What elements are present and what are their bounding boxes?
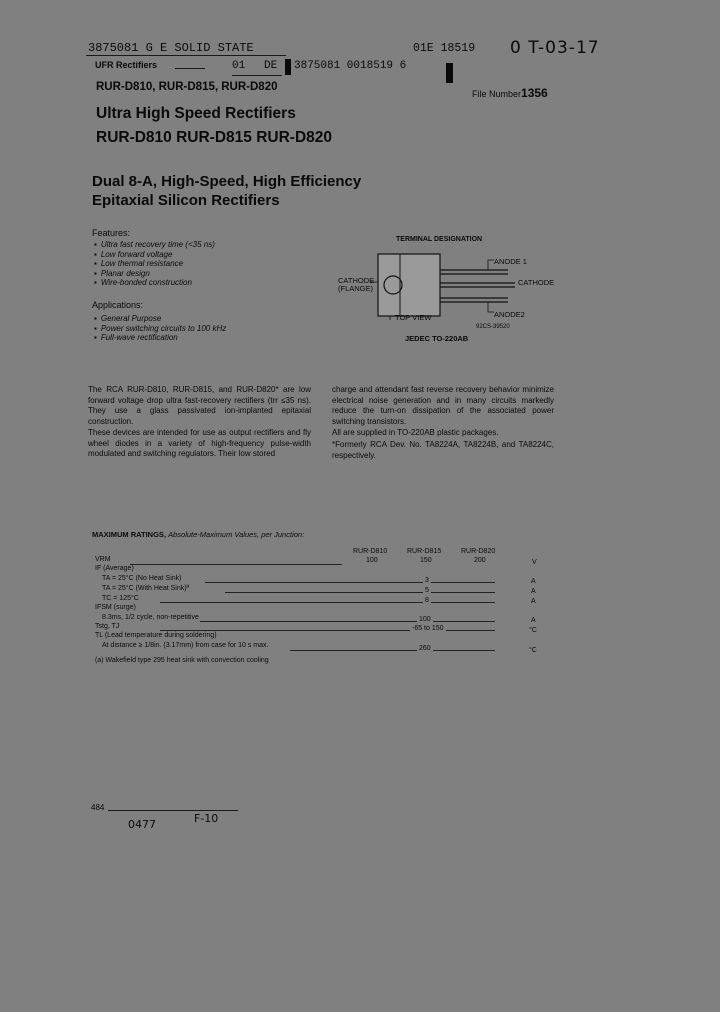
handwritten-code: 0 T-03-17	[510, 38, 600, 58]
anode1-label: ANODE 1	[494, 257, 527, 266]
footer-rule	[108, 810, 238, 811]
subtitle-line2: Epitaxial Silicon Rectifiers	[92, 192, 280, 209]
package-label: JEDEC TO-220AB	[405, 334, 469, 343]
rating-label: TC = 125°C	[102, 595, 139, 602]
rating-label: IF (Average)	[95, 565, 134, 572]
application-item: ▪ General Purpose	[94, 314, 226, 324]
desc-paragraph-3: charge and attendant fast reverse recovery behavior minimize electrical noise generation and in many circuits markedly reduce the turn-on dissipation of the associated power switching transistors.	[332, 385, 554, 426]
rating-unit: A	[531, 578, 536, 585]
rating-value: 8	[425, 597, 429, 604]
stamp-bar-2	[446, 63, 453, 83]
cathode-pin-label: CATHODE	[518, 278, 555, 287]
rating-unit: A	[531, 588, 536, 595]
file-number-value: 1356	[521, 86, 548, 100]
rating-unit: A	[531, 617, 536, 624]
rating-label: TA = 25°C (With Heat Sink)ª	[102, 585, 190, 592]
file-number	[472, 86, 548, 100]
flange-label: (FLANGE)	[338, 284, 374, 293]
ratings-heading	[92, 530, 304, 539]
rating-value: 200	[474, 557, 486, 564]
cathode-label: CATHODE	[338, 276, 375, 285]
rating-unit: °C	[529, 627, 537, 634]
rating-label: IFSM (surge)	[95, 604, 136, 611]
rating-label: VRM	[95, 556, 111, 563]
feature-item: ▪ Planar design	[94, 269, 215, 279]
feature-item: ▪ Wire-bonded construction	[94, 278, 215, 288]
features-heading: Features:	[92, 228, 131, 238]
desc-paragraph-5: *Formerly RCA Dev. No. TA8224A, TA8224B, and TA8224C, respectively.	[332, 440, 554, 460]
page-number: 484	[91, 803, 105, 812]
feature-item: ▪ Low forward voltage	[94, 250, 215, 260]
rating-label: At distance ≥ 1/8in. (3.17mm) from case for 10 s max.	[102, 642, 269, 649]
stamp-underline	[86, 55, 286, 56]
top-view-label: TOP VIEW	[395, 313, 432, 322]
title-line1: Ultra High Speed Rectifiers	[96, 105, 296, 122]
applications-heading: Applications:	[92, 300, 144, 310]
rating-unit: °C	[529, 647, 537, 654]
leader-line	[225, 592, 495, 593]
figure-code: 92CS-39520	[476, 324, 510, 330]
leader-line	[205, 582, 495, 583]
leader-line	[160, 602, 495, 603]
desc-paragraph-2: These devices are intended for use as output rectifiers and fly wheel diodes in a variety of high-frequency pulse-width modulated and switching regulators. Their low stored	[88, 428, 311, 459]
subtitle-line1: Dual 8-A, High-Speed, High Efficiency	[92, 173, 362, 190]
stamp2-left: 01	[232, 60, 246, 72]
ratings-heading-italic: Absolute-Maximum Values, per Junction:	[168, 530, 305, 539]
rating-value: 260	[419, 645, 431, 652]
rating-unit: A	[531, 598, 536, 605]
feature-item: ▪ Low thermal resistance	[94, 259, 215, 269]
handwritten-footer-2: F-10	[194, 812, 219, 825]
stamp2-number: 3875081 0018519 6	[294, 60, 407, 72]
desc-paragraph-4: All are supplied in TO-220AB plastic packages.	[332, 428, 499, 437]
leader-line	[200, 621, 495, 622]
stamp2-underline	[232, 75, 282, 76]
rating-value: 100	[419, 616, 431, 623]
ratings-heading-bold: MAXIMUM RATINGS,	[92, 530, 167, 539]
col-header: RUR-D820	[461, 548, 496, 555]
series-dash	[175, 68, 205, 69]
rating-label: 8.3ms, 1/2 cycle, non-repetitive	[102, 614, 199, 621]
diagram-heading: TERMINAL DESIGNATION	[396, 236, 483, 243]
rating-label: TA = 25°C (No Heat Sink)	[102, 575, 182, 582]
part-line: RUR-D810, RUR-D815, RUR-D820	[96, 81, 278, 93]
col-header: RUR-D810	[353, 548, 388, 555]
anode2-label: ANODE2	[494, 310, 525, 319]
rating-label: TL (Lead temperature during soldering)	[95, 632, 217, 639]
leader-line	[130, 564, 342, 565]
rating-label: Tstg, TJ	[95, 623, 120, 630]
rating-value: 100	[366, 557, 378, 564]
rating-unit: V	[532, 559, 537, 566]
col-header: RUR-D815	[407, 548, 442, 555]
stamp-code: 01E 18519	[413, 42, 476, 55]
rating-value: 3	[425, 577, 429, 584]
applications-list	[94, 314, 226, 343]
stamp-bar	[285, 59, 291, 75]
desc-paragraph-1: The RCA RUR-D810, RUR-D815, and RUR-D820* are low forward voltage drop ultra fast-recovery rectifiers (trr ≤35 ns). They use a glass passivated ion-implanted epitaxial construction.	[88, 385, 311, 426]
series-name: UFR Rectifiers	[95, 60, 158, 70]
rating-value: 5	[425, 587, 429, 594]
features-list	[94, 240, 215, 288]
stamp-left: 3875081 G E SOLID STATE	[88, 41, 254, 55]
stamp2-de: DE	[264, 60, 278, 72]
handwritten-footer-1: 0477	[128, 818, 156, 831]
ratings-footnote: (a) Wakefield type 295 heat sink with convection cooling	[95, 657, 269, 664]
title-line2: RUR-D810 RUR-D815 RUR-D820	[96, 129, 333, 146]
feature-item: ▪ Ultra fast recovery time (<35 ns)	[94, 240, 215, 250]
file-number-label: File Number	[472, 89, 522, 99]
rating-value: 150	[420, 557, 432, 564]
rating-value: -65 to 150	[412, 625, 444, 632]
application-item: ▪ Full-wave rectification	[94, 333, 226, 343]
application-item: ▪ Power switching circuits to 100 kHz	[94, 324, 226, 334]
package-body	[378, 254, 440, 316]
leader-line	[290, 650, 495, 651]
